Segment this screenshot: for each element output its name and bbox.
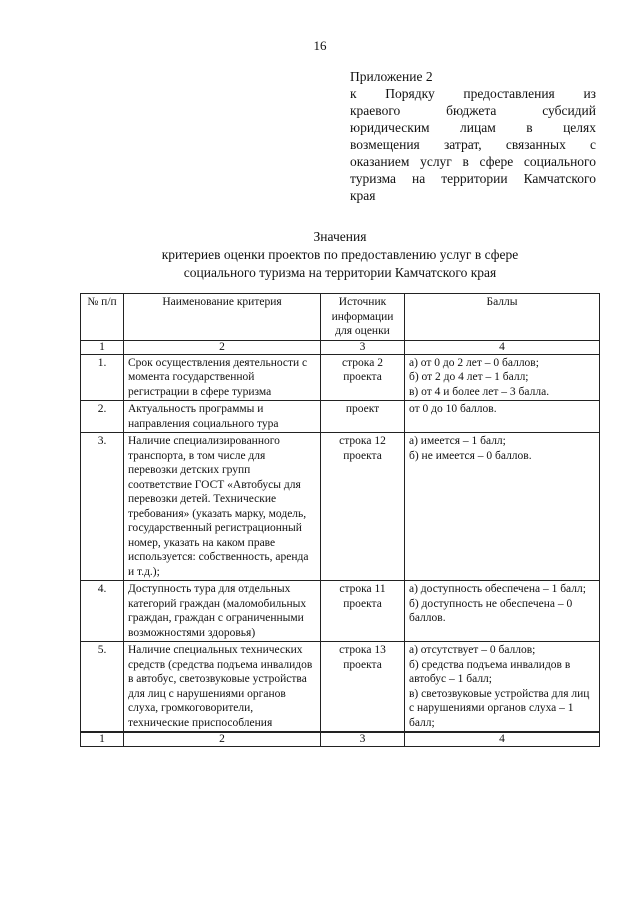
column-number: 3	[321, 732, 405, 747]
row-criterion: Доступность тура для отдельных категорий граждан (маломобильных граждан, граждан с ограниченными возможностями здоровья)	[124, 581, 321, 642]
column-number: 2	[124, 340, 321, 354]
header-source: Источник информации для оценки	[321, 294, 405, 341]
column-number: 3	[321, 340, 405, 354]
document-heading	[80, 228, 600, 282]
table-row	[81, 433, 600, 581]
header-name: Наименование критерия	[124, 294, 321, 341]
criteria-table	[80, 293, 600, 747]
heading-subtitle-line: социального туризма на территории Камчатского края	[183, 265, 497, 280]
column-number: 1	[81, 340, 124, 354]
header-points: Баллы	[405, 294, 600, 341]
row-source: строка 12 проекта	[321, 433, 405, 581]
row-points	[405, 581, 600, 642]
table-row	[81, 581, 600, 642]
points-line: б) не имеется – 0 баллов.	[409, 449, 532, 462]
points-line: б) от 2 до 4 лет – 1 балл;	[409, 371, 529, 383]
row-points	[405, 401, 600, 433]
points-line: в) от 4 и более лет – 3 балла.	[409, 385, 550, 398]
appendix-title: Приложение 2	[350, 69, 433, 84]
appendix-line: к Порядку предоставления из	[350, 86, 596, 101]
points-line: а) от 0 до 2 лет – 0 баллов;	[409, 356, 539, 369]
row-criterion: Наличие специальных технических средств (средства подъема инвалидов в автобус, светозвуковые устройства для лиц с нарушениями органов слуха, громкоговорители, технические приспособления	[124, 642, 321, 733]
page-number: 16	[313, 38, 327, 53]
row-num: 3.	[81, 433, 124, 581]
points-line: б) доступность не обеспечена – 0 баллов.	[409, 597, 573, 624]
appendix-line: юридическим лицам в целях	[350, 120, 596, 135]
row-criterion: Срок осуществления деятельности с момента государственной регистрации в сфере туризма	[124, 354, 321, 401]
header-num: № п/п	[81, 294, 124, 341]
table-row	[81, 354, 600, 401]
appendix-line: края	[350, 188, 376, 203]
row-source: проект	[321, 401, 405, 433]
row-num: 4.	[81, 581, 124, 642]
table-row	[81, 401, 600, 433]
heading-subtitle-line: критериев оценки проектов по предоставлению услуг в сфере	[161, 247, 519, 262]
table-header-row	[81, 294, 600, 341]
row-source: строка 2 проекта	[321, 354, 405, 401]
row-points	[405, 354, 600, 401]
row-criterion: Актуальность программы и направления социального тура	[124, 401, 321, 433]
points-line: в) светозвуковые устройства для лиц с нарушениями органов слуха – 1 балл;	[409, 687, 590, 729]
column-numbering-row-footer	[81, 732, 600, 747]
column-numbering-row	[81, 340, 600, 354]
appendix-line: краевого бюджета субсидий	[350, 103, 596, 118]
column-number: 4	[405, 732, 600, 747]
points-line: б) средства подъема инвалидов в автобус – 1 балл;	[409, 658, 571, 685]
row-num: 5.	[81, 642, 124, 733]
points-line: от 0 до 10 баллов.	[409, 403, 497, 415]
points-line: а) имеется – 1 балл;	[409, 435, 506, 447]
appendix-line: возмещения затрат, связанных с	[350, 137, 596, 152]
points-line: а) доступность обеспечена – 1 балл;	[409, 583, 586, 595]
points-line: а) отсутствует – 0 баллов;	[409, 644, 536, 656]
column-number: 1	[81, 732, 124, 747]
row-num: 1.	[81, 354, 124, 401]
row-num: 2.	[81, 401, 124, 433]
heading-title: Значения	[313, 229, 367, 244]
column-number: 2	[124, 732, 321, 747]
appendix-line: оказанием услуг в сфере социального	[350, 154, 596, 169]
table-row	[81, 642, 600, 733]
row-criterion: Наличие специализированного транспорта, в том числе для перевозки детских групп соответствие ГОСТ «Автобусы для перевозки детей. Технические требования» (указать марку, модель, государственный регистрационный номер, указать на каком праве используется: собственность, аренда и т.д.);	[124, 433, 321, 581]
row-source: строка 11 проекта	[321, 581, 405, 642]
row-source: строка 13 проекта	[321, 642, 405, 733]
row-points	[405, 642, 600, 733]
row-points	[405, 433, 600, 581]
appendix-line: туризма на территории Камчатского	[350, 171, 596, 186]
column-number: 4	[405, 340, 600, 354]
appendix-block	[350, 68, 596, 204]
